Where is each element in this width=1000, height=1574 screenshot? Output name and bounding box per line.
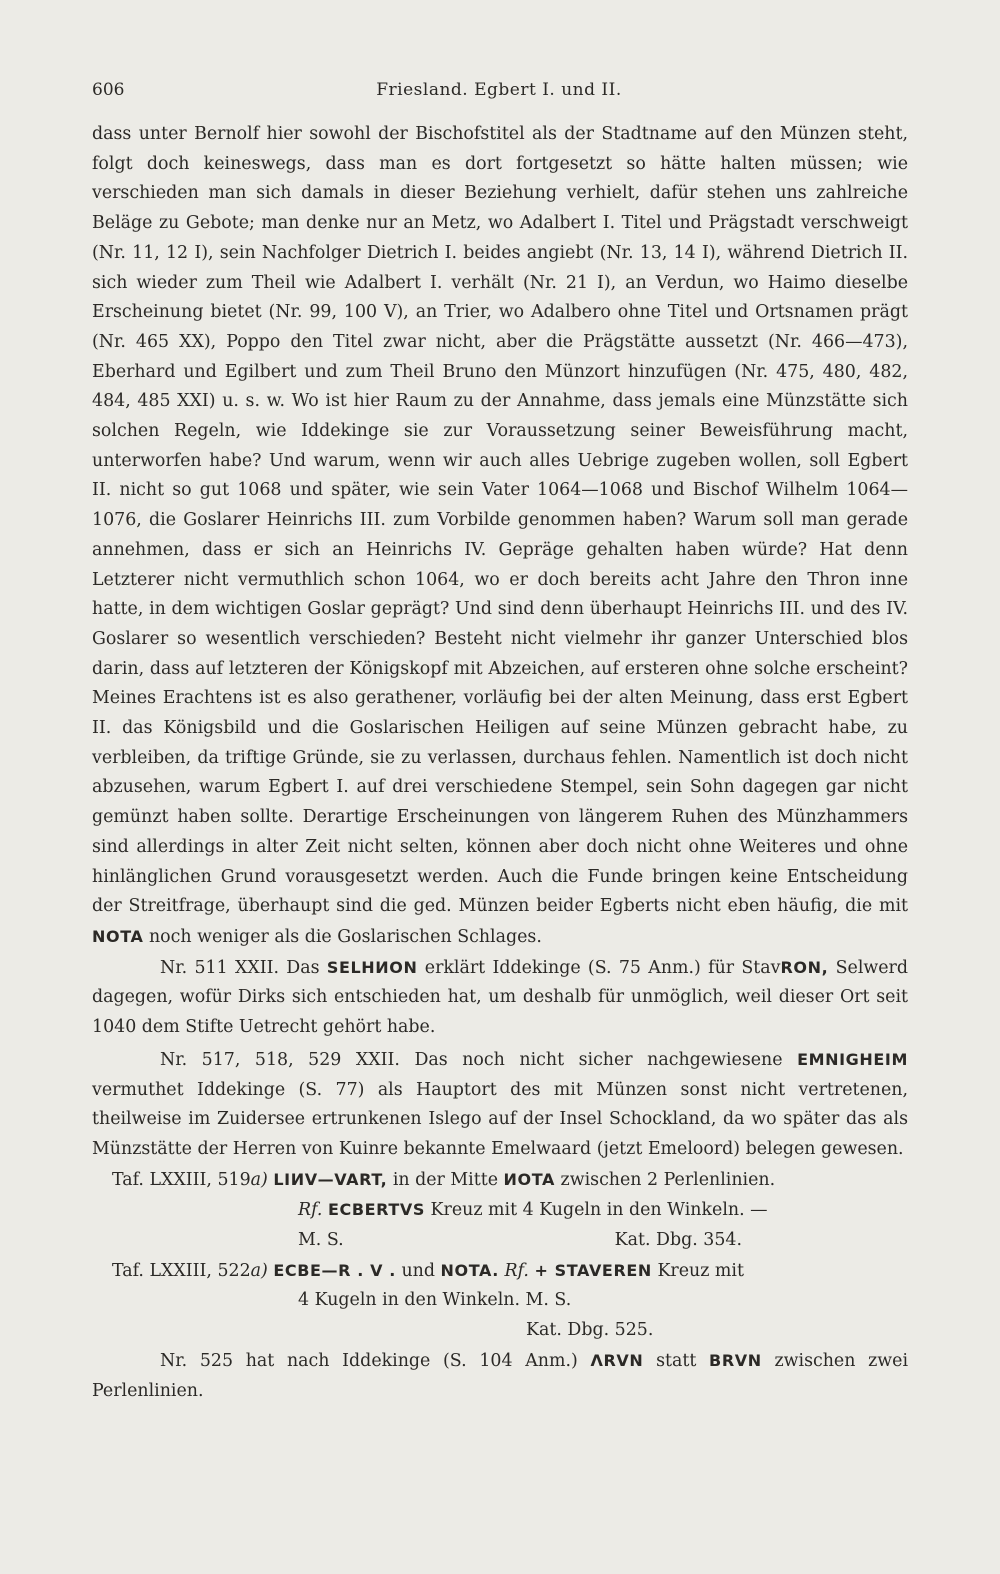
- coin-legend: BRVN: [709, 1350, 762, 1370]
- coin-legend: RON,: [780, 957, 829, 977]
- coin-legend: NOTA.: [440, 1260, 499, 1280]
- coin-legend: ECBERTVS: [327, 1200, 426, 1220]
- page-header: [92, 80, 906, 108]
- coin-legend: LIИV—VART,: [273, 1169, 388, 1189]
- coin-legend: SELHИON: [326, 957, 418, 977]
- coin-legend: EMNIGHEIM: [797, 1049, 908, 1069]
- catalog-entry-519a: Taf. LXXIII, 519a) LIИV—VART, in der Mitte ИOTA zwischen 2 Perlenlinien. Rf. ECBERTVS Kreuz mit 4 Kugeln in den Winkeln. — M. S. Kat. Dbg. 354.: [92, 1165, 908, 1256]
- paragraph-517: Nr. 517, 518, 529 XXII. Das noch nicht sicher nachgewiesene EMNIGHEIM vermuthet Iddekinge (S. 77) als Hauptort des mit Münzen sonst nicht vertretenen, theilweise im Zuidersee ertrunkenen Islego auf der Insel Schockland, da wo später das als Münzstätte der Herren von Kuinre bekannte Emelwaard (jetzt Emeloord) belegen gewesen.: [92, 1049, 908, 1159]
- paragraph-525: Nr. 525 hat nach Iddekinge (S. 104 Anm.) ΛRVN statt BRVN zwischen zwei Perlenlinien.: [92, 1350, 909, 1401]
- page-number: 606: [92, 80, 125, 100]
- coin-legend: + STAVEREN: [534, 1260, 652, 1280]
- coin-legend: ECBE—R . V .: [273, 1260, 396, 1280]
- paragraph-511: Nr. 511 XXII. Das SELHИON erklärt Iddekinge (S. 75 Anm.) für StavRON, Selwerd dagegen, wofür Dirks sich entschieden hat, um deshalb für unmöglich, weil dieser Ort seit 1040 dem Stifte Uetrecht gehört habe.: [92, 957, 908, 1038]
- coin-legend: ΛRVN: [590, 1350, 644, 1370]
- catalog-reference: Kat. Dbg. 354.: [614, 1230, 742, 1251]
- running-title: Friesland. Egbert I. und II.: [376, 80, 622, 100]
- paragraph-main: dass unter Bernolf hier sowohl der Bischofstitel als der Stadtname auf den Münzen steht, folgt doch keineswegs, dass man es dort fortgesetzt so hätte halten müssen; wie verschieden man sich damals in dieser Beziehung verhielt, dafür stehen uns zahlreiche Beläge zu Gebote; man denke nur an Metz, wo Adalbert I. Titel und Prägstadt verschweigt (Nr. 11, 12 I), sein Nachfolger Dietrich I. beides angiebt (Nr. 13, 14 I), während Dietrich II. sich wieder zum Theil wie Adalbert I. verhält (Nr. 21 I), an Verdun, wo Haimo dieselbe Erscheinung bietet (Nr. 99, 100 V), an Trier, wo Adalbero ohne Titel und Ortsnamen prägt (Nr. 465 XX), Poppo den Titel zwar nicht, aber die Prägstätte aussetzt (Nr. 466—473), Eberhard und Egilbert und zum Theil Bruno den Münzort hinzufügen (Nr. 475, 480, 482, 484, 485 XXI) u. s. w. Wo ist hier Raum zu der Annahme, dass jemals eine Münzstätte sich solchen Regeln, wie Iddekinge sie zur Voraussetzung seiner Beweisführung macht, unterworfen habe? Und warum, wenn wir auch alles Uebrige zugeben wollen, soll Egbert II. nicht so gut 1068 und später, wie sein Vater 1064—1068 und Bischof Wilhelm 1064—1076, die Goslarer Heinrichs III. zum Vorbilde genommen haben? Warum soll man gerade annehmen, dass er sich an Heinrichs IV. Gepräge gehalten haben würde? Hat denn Letzterer nicht vermuthlich schon 1064, wo er doch bereits acht Jahre den Thron inne hatte, in dem wichtigen Goslar geprägt? Und sind denn überhaupt Heinrichs III. und des IV. Goslarer so wesentlich verschieden? Besteht nicht vielmehr ihr ganzer Unterschied blos darin, dass auf letzteren der Königskopf mit Abzeichen, auf ersteren ohne solche erscheint? Meines Erachtens ist es also gerathener, vorläufig bei der alten Meinung, dass erst Egbert II. das Königsbild und die Goslarischen Heiligen auf seine Münzen gebracht habe, zu verbleiben, da triftige Gründe, sie zu verlassen, durchaus fehlen. Namentlich ist doch nicht abzusehen, warum Egbert I. auf drei verschiedene Stempel, sein Sohn dagegen gar nicht gemünzt haben sollte. Derartige Erscheinungen von längerem Ruhen des Münzhammers sind allerdings in alter Zeit nicht selten, können aber doch nicht ohne Weiteres und ohne hinlänglichen Grund vorausgesetzt werden. Auch die Funde bringen keine Entscheidung der Streitfrage, überhaupt sind die ged. Münzen beider Egberts nicht eben häufig, die mit NOTA noch weniger als die Goslarischen Schlages.: [92, 124, 908, 947]
- catalog-reference: Kat. Dbg. 525.: [526, 1320, 654, 1341]
- catalog-entry-522a: Taf. LXXIII, 522a) ECBE—R . V . und NOTA. Rf. + STAVEREN Kreuz mit 4 Kugeln in den Winkeln. M. S. Kat. Dbg. 525.: [112, 1260, 744, 1341]
- coin-legend: NOTA: [92, 926, 144, 946]
- page-body: [92, 120, 908, 1406]
- coin-legend: ИOTA: [503, 1169, 555, 1189]
